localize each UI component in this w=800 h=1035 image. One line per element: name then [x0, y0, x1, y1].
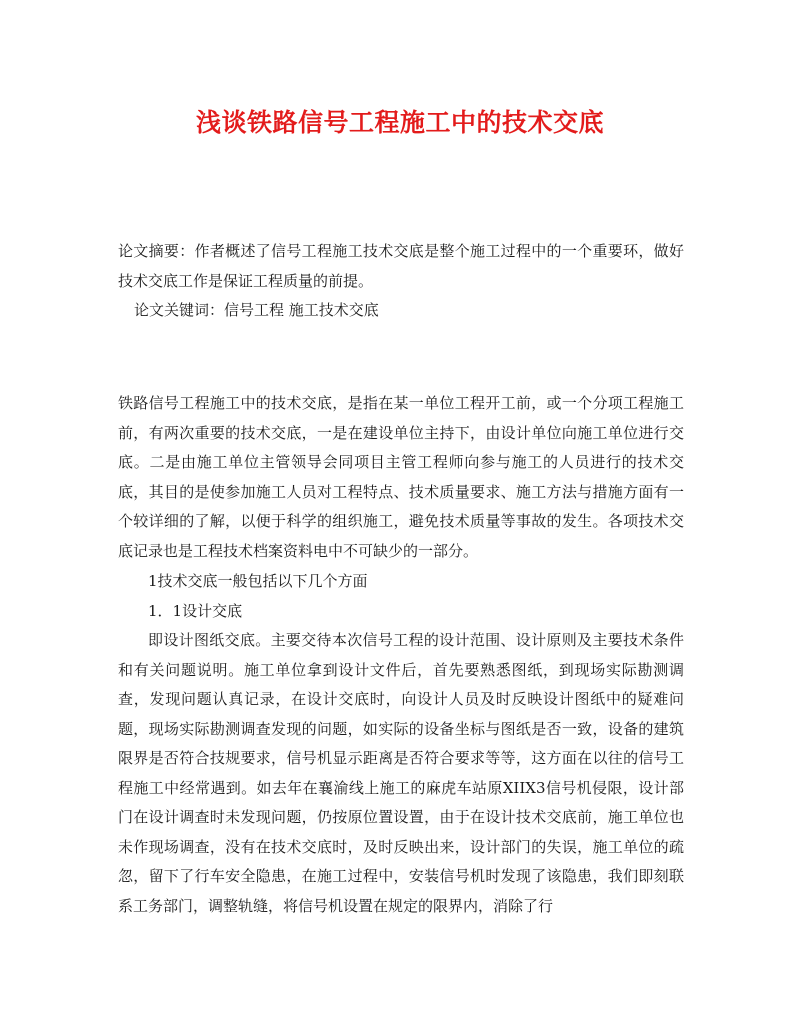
document-title: 浅谈铁路信号工程施工中的技术交底: [195, 108, 604, 137]
intro-paragraph: 铁路信号工程施工中的技术交底，是指在某一单位工程开工前，或一个分项工程施工前，有两次重要的技术交底，一是在建设单位主持下，由设计单位向施工单位进行交底。二是由施工单位主管领导会同项目主管工程师向参与施工的人员进行的技术交底，其目的是使参加施工人员对工程特点、技术质量要求、施工方法与措施方面有一个较详细的了解，以便于科学的组织施工，避免技术质量等事故的发生。各项技术交底记录也是工程技术档案资料电中不可缺少的一部分。: [118, 394, 684, 560]
section-heading-1: 1技术交底一般包括以下几个方面: [148, 572, 368, 590]
section-heading-1-1: 1．1设计交底: [148, 602, 243, 620]
body-paragraph: 即设计图纸交底。主要交待本次信号工程的设计范围、设计原则及主要技术条件和有关问题说明。施工单位拿到设计文件后，首先要熟悉图纸，到现场实际勘测调查，发现问题认真记录，在设计交底时，向设计人员及时反映设计图纸中的疑难问题，现场实际勘测调查发现的问题，如实际的设备坐标与图纸是否一致，设备的建筑限界是否符合技规要求，信号机显示距离是否符合要求等等，这方面在以往的信号工程施工中经常遇到。如去年在襄渝线上施工的麻虎车站原XIIX3信号机侵限，设计部门在设计调查时未发现问题，仍按原位置设置，由于在设计技术交底前，施工单位也未作现场调查，没有在技术交底时，及时反映出来，设计部门的失误，施工单位的疏忽，留下了行车安全隐患，在施工过程中，安装信号机时发现了该隐患，我们即刻联系工务部门，调整轨缝，将信号机设置在规定的限界内，消除了行: [118, 631, 684, 915]
abstract-paragraph: 论文摘要：作者概述了信号工程施工技术交底是整个施工过程中的一个重要环，做好技术交底工作是保证工程质量的前提。: [118, 242, 684, 290]
keywords-line: 论文关键词：信号工程 施工技术交底: [134, 301, 379, 319]
